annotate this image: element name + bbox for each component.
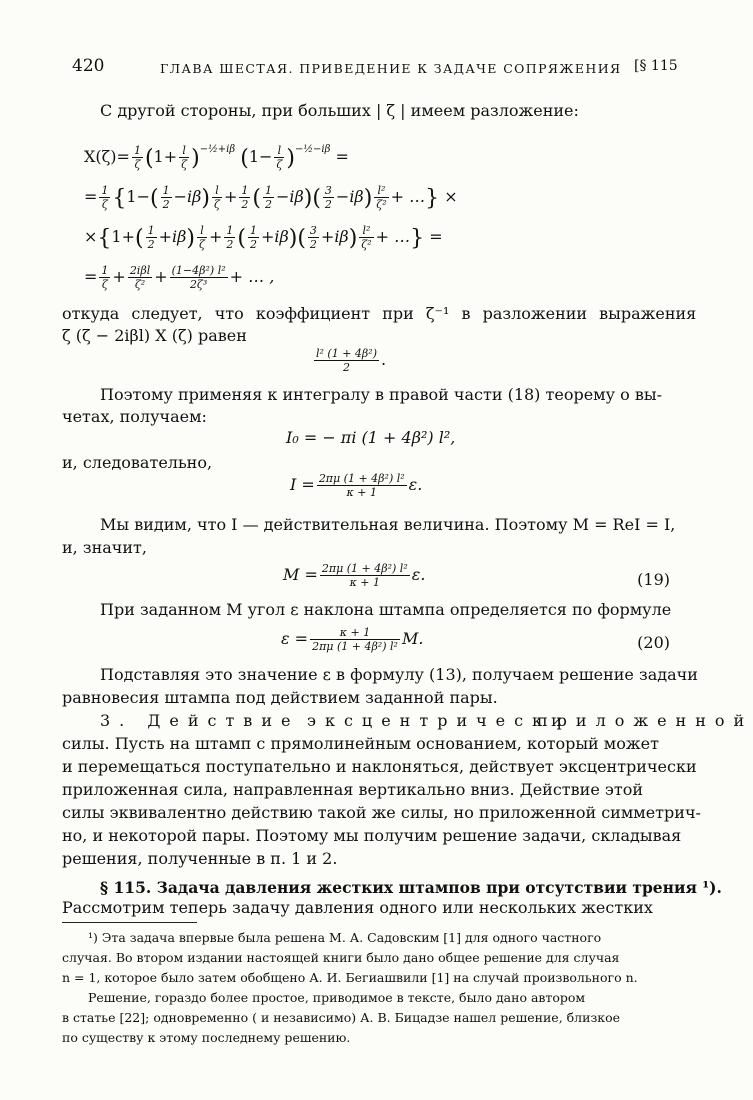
- equation-M: M = $\frac{\text{2πμ (1 + 4β²) l²}}{\kappa + 1}$ ε.: [283, 562, 426, 589]
- chapter-title: ГЛАВА ШЕСТАЯ. ПРИВЕДЕНИЕ К ЗАДАЧЕ СОПРЯЖЕНИЯ: [160, 61, 622, 76]
- item3-line3: приложенная сила, направленная вертикально вниз. Действие этой: [62, 780, 643, 799]
- footnote2-line3: по существу к этому последнему решению.: [62, 1030, 351, 1045]
- footnote1-line3: n = 1, которое было затем обобщено А. И. Бегиашвили [1] на случай произвольного n.: [62, 970, 638, 985]
- footnote-rule: [62, 922, 197, 923]
- footnote1-line1: ¹) Эта задача впервые была решена М. А. Садовским [1] для одного частного: [88, 930, 602, 945]
- equation-M-num: 2πμ (1 + 4β²) l²: [321, 562, 408, 575]
- item3-line2: и перемещаться поступательно и наклоняться, действует эксцентрически: [62, 757, 697, 776]
- given-m-line: При заданном M угол ε наклона штампа определяется по формуле: [100, 600, 672, 619]
- footnote1-line2: случая. Во втором издании настоящей книги было дано общее решение для случая: [62, 950, 620, 965]
- item3-heading-c: приложенной: [537, 711, 753, 730]
- item3-heading-b: эксцентрически: [307, 711, 571, 730]
- section-115-line1: Рассмотрим теперь задачу давления одного или нескольких жестких: [62, 898, 653, 917]
- footnote2-line1: Решение, гораздо более простое, приводимое в тексте, было дано автором: [88, 990, 586, 1005]
- coef-value-den: 2: [342, 361, 350, 374]
- we-see-line: Мы видим, что I — действительная величина. Поэтому M = ReI = I,: [100, 515, 676, 534]
- equation-I0: I₀ = − πi (1 + 4β²) l²,: [286, 428, 456, 447]
- equation-x-zeta-line1: X(ζ)= $\frac{1}{\zeta}$ (1+ $\frac{l}{\zeta}$ )$^{-\frac{1}{2}+i\beta}$ (1− $\frac{l}{\zeta}$ )$^{-\frac{1}{2}-i\beta}$ =: [84, 144, 349, 171]
- coef-line1: откуда следует, что коэффициент при ζ⁻¹ в разложении выражения: [62, 304, 697, 323]
- residue-line1: Поэтому применяя к интегралу в правой части (18) теорему о вы-: [100, 385, 662, 404]
- item3-line6: решения, полученные в п. 1 и 2.: [62, 849, 338, 868]
- equation-x-zeta-line2: = $\frac{1}{\zeta}$ {1−( $\frac{1}{2}$ −iβ) $\frac{l}{\zeta}$ + $\frac{1}{2}$ ( $\frac{1}{2}$ −iβ)( $\frac{3}{2}$ −iβ) $\frac{\text{l²}}{\text{ζ²}}$ + …} ×: [84, 184, 458, 211]
- equation-I: I = $\frac{\text{2πμ (1 + 4β²) l²}}{\kappa + 1}$ ε.: [290, 472, 423, 499]
- equation-20-label: (20): [637, 633, 670, 652]
- item3-line1: силы. Пусть на штамп с прямолинейным основанием, который может: [62, 734, 659, 753]
- equation-19-label: (19): [637, 570, 670, 589]
- subst-line2: равновесия штампа под действием заданной пары.: [62, 688, 498, 707]
- footnote2-line2: в статье [22]; одновременно ( и независимо) А. В. Бицадзе нашел решение, близкое: [62, 1010, 620, 1025]
- thus-line: и, значит,: [62, 538, 147, 557]
- equation-eps-num: κ + 1: [310, 626, 400, 640]
- equation-epsilon: ε = $\frac{\kappa + 1}{\text{2πμ (1 + 4β²) l²}}$ M.: [281, 626, 424, 653]
- equation-x-zeta-line4: = $\frac{1}{\zeta}$ + 2iβl ζ² + $\frac{\text{(1−4β²) l²}}{\text{2ζ³}}$ + … ,: [84, 264, 275, 291]
- coef-value: $\frac{\text{l² (1 + 4β²)}}{2}$ .: [316, 347, 387, 374]
- item3-heading-a: 3. Действие: [100, 711, 300, 730]
- intro-line: С другой стороны, при больших | ζ | имеем разложение:: [100, 101, 579, 120]
- equation-eps-den: 2πμ (1 + 4β²) l²: [312, 640, 398, 653]
- equation-I-den: κ + 1: [346, 486, 377, 499]
- residue-line2: четах, получаем:: [62, 407, 207, 426]
- coef-line2: ζ (ζ − 2iβl) X (ζ) равен: [62, 326, 247, 345]
- section-115-title: § 115. Задача давления жестких штампов при отсутствии трения ¹).: [100, 878, 722, 897]
- equation-M-den: κ + 1: [349, 576, 381, 589]
- item3-line5: но, и некоторой пары. Поэтому мы получим решение задачи, складывая: [62, 826, 682, 845]
- page-number: 420: [72, 56, 105, 76]
- section-ref: [§ 115: [634, 58, 678, 74]
- item3-line4: силы эквивалентно действию такой же силы, но приложенной симметрич-: [62, 803, 701, 822]
- equation-I-num: 2πμ (1 + 4β²) l²: [318, 472, 405, 485]
- consequently-line: и, следовательно,: [62, 453, 213, 472]
- equation-x-zeta-line3: ×{1+( $\frac{1}{2}$ +iβ) $\frac{l}{\zeta}$ + $\frac{1}{2}$ ( $\frac{1}{2}$ +iβ)( $\frac{3}{2}$ +iβ) $\frac{\text{l²}}{\text{ζ²}}$ + …} =: [84, 224, 443, 251]
- coef-value-num: l² (1 + 4β²): [316, 347, 377, 360]
- subst-line1: Подставляя это значение ε в формулу (13), получаем решение задачи: [100, 665, 698, 684]
